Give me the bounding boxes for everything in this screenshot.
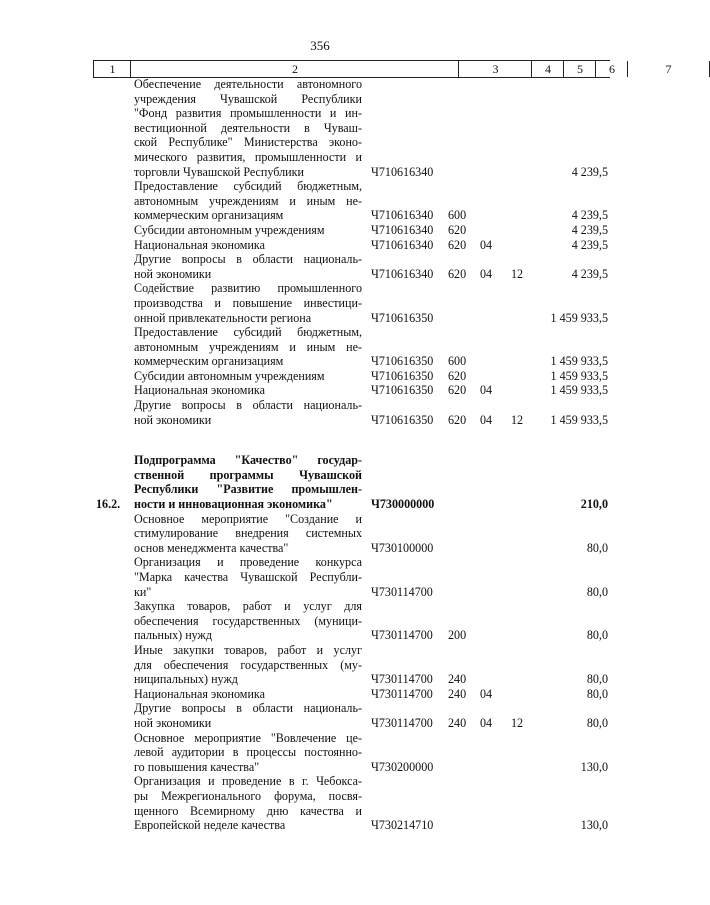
- description-line: Субсидии автономным учреждениям: [134, 368, 325, 383]
- description-line: торговли Чувашской Республики: [134, 164, 304, 179]
- expense-type: 620: [448, 237, 467, 252]
- budget-code: Ч730114700: [371, 686, 433, 701]
- row-description: [134, 731, 362, 775]
- amount: 80,0: [586, 540, 608, 555]
- description-line: Другие вопросы в области националь-: [134, 252, 362, 267]
- amount: 80,0: [586, 715, 608, 730]
- description-line: производства и повышение инвестици-: [134, 295, 362, 310]
- row-description: [134, 281, 362, 325]
- header-col-5: 5: [563, 61, 596, 77]
- budget-code: Ч730114700: [371, 584, 433, 599]
- budget-code: Ч730114700: [371, 672, 433, 687]
- row-description: [134, 77, 362, 179]
- row-description: [134, 369, 362, 384]
- description-line: коммерческим организациям: [134, 354, 284, 369]
- amount: 80,0: [586, 628, 608, 643]
- description-line: ности и инновационная экономика": [134, 497, 333, 512]
- expense-type: 620: [448, 383, 467, 398]
- table-row: [0, 281, 640, 325]
- description-line: Иные закупки товаров, работ и услуг: [134, 642, 362, 657]
- description-line: стимулирование внедрения системных: [134, 526, 362, 541]
- description-line: ной экономики: [134, 715, 212, 730]
- page-number: 356: [310, 38, 330, 53]
- description-line: Основное мероприятие "Создание и: [134, 511, 362, 526]
- table-row: [0, 223, 640, 238]
- table-row: [0, 453, 640, 511]
- budget-code: Ч730200000: [371, 759, 434, 774]
- description-line: "Фонд развития промышленности и ин-: [134, 106, 362, 121]
- budget-code: Ч710616340: [371, 164, 434, 179]
- row-description: [134, 383, 362, 398]
- description-line: "Марка качества Чувашской Республи-: [134, 570, 362, 584]
- description-line: ки": [134, 584, 152, 599]
- header-col-2: 2: [130, 61, 459, 77]
- description-line: Организация и проведение конкурса: [134, 555, 362, 570]
- expense-type: 620: [448, 222, 467, 237]
- expense-type: 240: [448, 715, 467, 730]
- budget-code: Ч730100000: [371, 540, 434, 555]
- row-description: [134, 512, 362, 556]
- budget-code: Ч730114700: [371, 628, 433, 643]
- table-row: [0, 77, 640, 179]
- description-line: ственной программы Чувашской: [134, 467, 362, 482]
- amount: 1 459 933,5: [550, 310, 608, 325]
- budget-code: Ч710616350: [371, 412, 434, 427]
- budget-code: Ч730114700: [371, 715, 433, 730]
- section-code: 04: [480, 383, 493, 398]
- description-line: Другие вопросы в области националь-: [134, 701, 362, 716]
- table-row: [0, 774, 640, 832]
- description-line: автономным учреждениям и иным не-: [134, 193, 362, 208]
- table-row: [0, 643, 640, 687]
- expense-type: 620: [448, 412, 467, 427]
- budget-code: Ч710616350: [371, 368, 434, 383]
- table-header: [93, 60, 672, 78]
- row-description: [134, 453, 362, 511]
- table-row: [0, 179, 640, 223]
- description-line: ской Республике" Министерства эконо-: [134, 135, 362, 150]
- expense-type: 600: [448, 208, 467, 223]
- table-row: [0, 731, 640, 775]
- table-row: [0, 599, 640, 643]
- description-line: Национальная экономика: [134, 686, 265, 701]
- amount: 1 459 933,5: [550, 412, 608, 427]
- description-line: Содействие развитию промышленного: [134, 281, 362, 296]
- description-line: основ менеджмента качества": [134, 540, 289, 555]
- description-line: автономным учреждениям и иным не-: [134, 339, 362, 354]
- amount: 210,0: [580, 497, 608, 512]
- budget-code: Ч710616340: [371, 222, 434, 237]
- row-description: [134, 687, 362, 702]
- row-description: [134, 238, 362, 253]
- amount: 4 239,5: [571, 237, 608, 252]
- row-description: [134, 643, 362, 687]
- table-body: [0, 77, 640, 833]
- row-description: [134, 398, 362, 427]
- budget-code: Ч710616340: [371, 208, 434, 223]
- header-col-6: 6: [595, 61, 628, 77]
- expense-type: 200: [448, 628, 467, 643]
- table-row: [0, 238, 640, 253]
- description-line: го повышения качества": [134, 759, 260, 774]
- section-number: 16.2.: [96, 497, 121, 512]
- expense-type: 620: [448, 266, 467, 281]
- table-row: [0, 687, 640, 702]
- expense-type: 240: [448, 686, 467, 701]
- row-description: [134, 252, 362, 281]
- header-col-1: 1: [93, 61, 131, 77]
- header-col-3: 3: [458, 61, 532, 77]
- description-line: коммерческим организациям: [134, 208, 284, 223]
- section-code: 04: [480, 237, 493, 252]
- budget-code: Ч710616350: [371, 354, 434, 369]
- description-line: пальных) нужд: [134, 628, 213, 643]
- expense-type: 240: [448, 672, 467, 687]
- row-description: [134, 599, 362, 643]
- table-row: [0, 252, 640, 281]
- amount: 1 459 933,5: [550, 354, 608, 369]
- budget-code: Ч710616350: [371, 310, 434, 325]
- row-description: [134, 179, 362, 223]
- description-line: учреждения Чувашской Республики: [134, 91, 362, 106]
- description-line: левой аудитории в процессы постоянно-: [134, 745, 362, 760]
- row-description: [134, 555, 362, 599]
- budget-code: Ч710616350: [371, 383, 434, 398]
- table-row: [0, 512, 640, 556]
- description-line: Подпрограмма "Качество" государ-: [134, 453, 362, 468]
- description-line: обеспечения государственных (муници-: [134, 613, 362, 628]
- description-line: онной привлекательности региона: [134, 310, 312, 325]
- amount: 80,0: [586, 584, 608, 599]
- table-row: [0, 701, 640, 730]
- description-line: Закупка товаров, работ и услуг для: [134, 599, 362, 614]
- amount: 1 459 933,5: [550, 383, 608, 398]
- description-line: Республики "Развитие промышлен-: [134, 482, 362, 497]
- table-row: [0, 398, 640, 427]
- budget-code: Ч730214710: [371, 818, 434, 833]
- budget-code: Ч730000000: [371, 497, 435, 512]
- table-row: [0, 369, 640, 384]
- description-line: Субсидии автономным учреждениям: [134, 222, 325, 237]
- row-description: [134, 325, 362, 369]
- subsection-code: 12: [511, 412, 524, 427]
- description-line: Предоставление субсидий бюджетным,: [134, 179, 362, 194]
- description-line: Национальная экономика: [134, 237, 265, 252]
- row-description: [134, 701, 362, 730]
- table-row: [0, 325, 640, 369]
- description-line: щенного Всемирному дню качества и: [134, 803, 362, 818]
- table-row: [0, 555, 640, 599]
- description-line: Предоставление субсидий бюджетным,: [134, 325, 362, 340]
- amount: 80,0: [586, 686, 608, 701]
- amount: 4 239,5: [571, 164, 608, 179]
- amount: 130,0: [580, 818, 608, 833]
- amount: 4 239,5: [571, 222, 608, 237]
- budget-code: Ч710616340: [371, 266, 434, 281]
- description-line: Другие вопросы в области националь-: [134, 398, 362, 413]
- header-col-4: 4: [531, 61, 564, 77]
- row-description: [134, 774, 362, 832]
- description-line: Европейской неделе качества: [134, 818, 286, 833]
- description-line: для обеспечения государственных (му-: [134, 657, 362, 672]
- description-line: вестиционной деятельности в Чуваш-: [134, 120, 362, 135]
- description-line: ры Межрегионального форума, посвя-: [134, 788, 362, 803]
- amount: 4 239,5: [571, 208, 608, 223]
- amount: 130,0: [580, 759, 608, 774]
- header-col-7: 7: [627, 61, 710, 77]
- expense-type: 620: [448, 368, 467, 383]
- row-description: [134, 223, 362, 238]
- amount: 4 239,5: [571, 266, 608, 281]
- amount: 80,0: [586, 672, 608, 687]
- description-line: Обеспечение деятельности автономного: [134, 77, 362, 91]
- table-row: [0, 383, 640, 398]
- section-code: 04: [480, 686, 493, 701]
- subsection-code: 12: [511, 715, 524, 730]
- description-line: Организация и проведение в г. Чебокса-: [134, 774, 362, 789]
- subsection-code: 12: [511, 266, 524, 281]
- description-line: мического развития, промышленности и: [134, 149, 362, 164]
- expense-type: 600: [448, 354, 467, 369]
- description-line: ниципальных) нужд: [134, 672, 238, 687]
- section-code: 04: [480, 266, 493, 281]
- section-code: 04: [480, 412, 493, 427]
- amount: 1 459 933,5: [550, 368, 608, 383]
- section-code: 04: [480, 715, 493, 730]
- description-line: Национальная экономика: [134, 383, 265, 398]
- description-line: ной экономики: [134, 412, 212, 427]
- description-line: ной экономики: [134, 266, 212, 281]
- budget-code: Ч710616340: [371, 237, 434, 252]
- description-line: Основное мероприятие "Вовлечение це-: [134, 730, 362, 745]
